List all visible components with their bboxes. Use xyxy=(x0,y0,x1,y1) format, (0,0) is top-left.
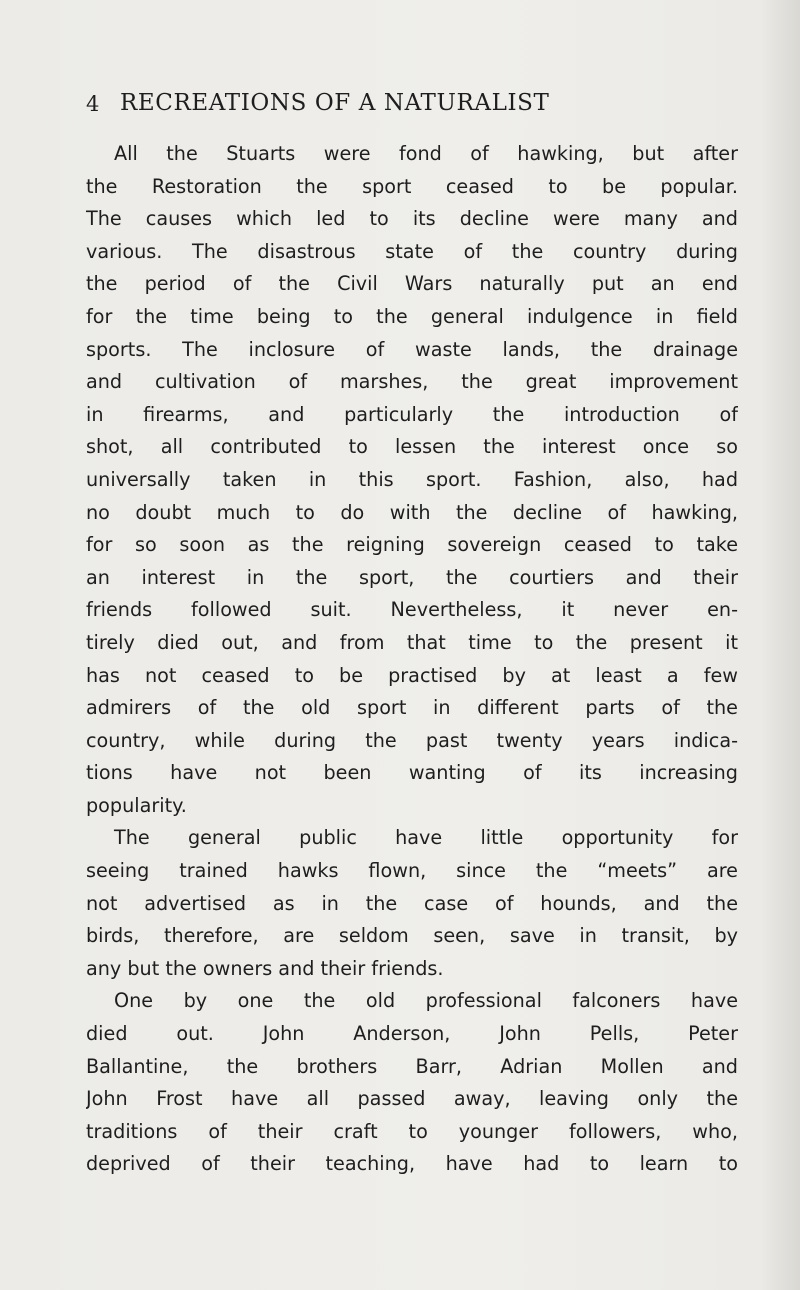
text-line: traditions of their craft to younger followers, who, xyxy=(86,1119,738,1143)
body-text xyxy=(86,138,738,1181)
text-line: tirely died out, and from that time to the present it xyxy=(86,630,738,654)
text-line: The causes which led to its decline were many and xyxy=(86,207,738,231)
text-line: sports. The inclosure of waste lands, the drainage xyxy=(86,337,738,361)
page-number: 4 xyxy=(86,92,100,116)
text-line: deprived of their teaching, have had to learn to xyxy=(86,1152,738,1176)
text-line: died out. John Anderson, John Pells, Peter xyxy=(86,1022,738,1046)
text-line: and cultivation of marshes, the great improvement xyxy=(86,370,738,394)
text-line: country, while during the past twenty years indica- xyxy=(86,728,738,752)
text-line: for the time being to the general indulgence in field xyxy=(86,304,738,328)
page-header xyxy=(86,90,726,124)
text-line: the Restoration the sport ceased to be popular. xyxy=(86,174,738,198)
text-line: for so soon as the reigning sovereign ceased to take xyxy=(86,533,738,557)
text-line: popularity. xyxy=(86,793,187,817)
text-line: admirers of the old sport in different parts of the xyxy=(86,696,738,720)
text-line: friends followed suit. Nevertheless, it never en- xyxy=(86,598,738,622)
text-line: One by one the old professional falconers have xyxy=(114,989,738,1013)
text-line: universally taken in this sport. Fashion, also, had xyxy=(86,467,738,491)
text-line: in firearms, and particularly the introduction of xyxy=(86,402,738,426)
text-line: not advertised as in the case of hounds, and the xyxy=(86,891,738,915)
text-line: Ballantine, the brothers Barr, Adrian Mollen and xyxy=(86,1054,738,1078)
text-line: The general public have little opportunity for xyxy=(114,826,738,850)
text-line: has not ceased to be practised by at least a few xyxy=(86,663,738,687)
text-line: birds, therefore, are seldom seen, save in transit, by xyxy=(86,924,738,948)
text-line: various. The disastrous state of the country during xyxy=(86,239,738,263)
text-line: tions have not been wanting of its increasing xyxy=(86,761,738,785)
text-line: John Frost have all passed away, leaving only the xyxy=(86,1087,738,1111)
text-line: any but the owners and their friends. xyxy=(86,956,444,980)
text-line: seeing trained hawks flown, since the “meets” are xyxy=(86,859,738,883)
text-line: shot, all contributed to lessen the interest once so xyxy=(86,435,738,459)
text-line: no doubt much to do with the decline of hawking, xyxy=(86,500,738,524)
running-title: RECREATIONS OF A NATURALIST xyxy=(120,90,550,116)
text-line: the period of the Civil Wars naturally put an end xyxy=(86,272,738,296)
text-line: an interest in the sport, the courtiers and their xyxy=(86,565,738,589)
text-line: All the Stuarts were fond of hawking, but after xyxy=(114,142,738,165)
